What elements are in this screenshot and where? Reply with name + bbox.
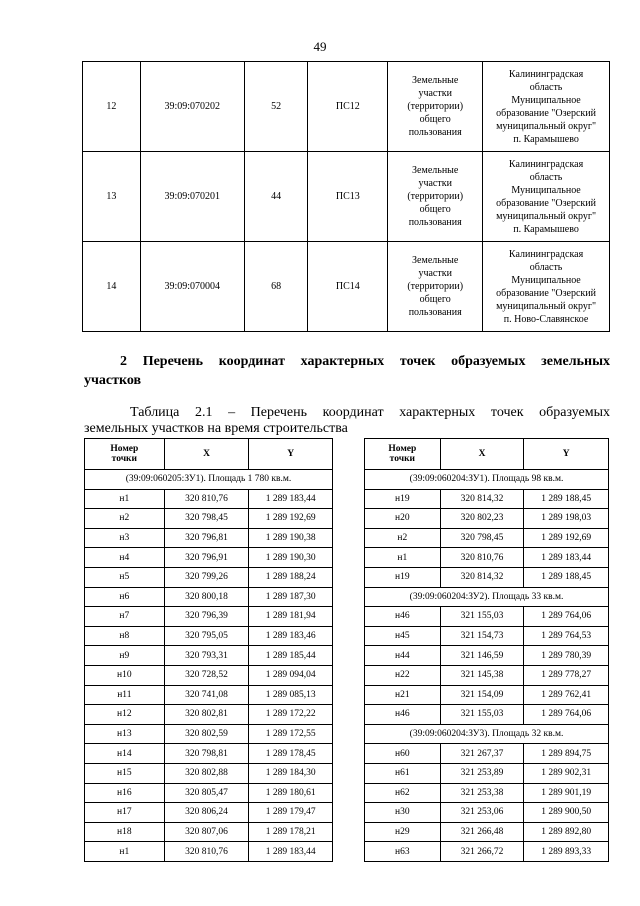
cell-line: участки (418, 178, 452, 189)
coord-x: 320 728,52 (164, 665, 249, 685)
table-caption (84, 405, 610, 437)
cell-line: (территории) (407, 101, 464, 112)
coord-y: 1 289 894,75 (524, 744, 609, 764)
point-id: н15 (85, 763, 165, 783)
coord-x: 320 796,39 (164, 607, 249, 627)
coords-table-right (364, 438, 609, 862)
coord-y: 1 289 892,80 (524, 822, 609, 842)
coords-row (85, 607, 333, 627)
cell-line: образование "Озерский (496, 197, 596, 209)
cell-line: пользования (408, 217, 462, 228)
header-x: X (440, 439, 524, 470)
parcel-row (83, 62, 610, 152)
coords-row (365, 842, 609, 862)
point-id: н7 (85, 607, 165, 627)
coords-row (365, 822, 609, 842)
coord-y: 1 289 172,55 (249, 724, 333, 744)
coord-y: 1 289 188,45 (524, 567, 609, 587)
coord-x: 321 146,59 (440, 646, 524, 666)
parcel-location (483, 152, 610, 242)
coord-x: 320 814,32 (440, 567, 524, 587)
parcel-area: 44 (244, 152, 308, 242)
cell-line: Земельные (412, 165, 459, 176)
parcel-code: ПС12 (308, 62, 388, 152)
coords-row (85, 803, 333, 823)
header-x: X (164, 439, 249, 470)
coord-x: 320 798,45 (440, 528, 524, 548)
point-id: н2 (365, 528, 441, 548)
coord-y: 1 289 183,46 (249, 626, 333, 646)
coord-y: 1 289 764,06 (524, 607, 609, 627)
coords-header-row (85, 439, 333, 470)
table-caption-line1: Таблица 2.1 – Перечень координат характерных точек образуемых (130, 405, 610, 420)
coord-y: 1 289 179,47 (249, 803, 333, 823)
coords-row (365, 646, 609, 666)
coords-row (85, 783, 333, 803)
point-id: н1 (85, 842, 165, 862)
cell-line: общего (419, 294, 451, 305)
coord-y: 1 289 180,61 (249, 783, 333, 803)
point-id: н10 (85, 665, 165, 685)
coord-y: 1 289 085,13 (249, 685, 333, 705)
point-id: н22 (365, 665, 441, 685)
coords-row (85, 705, 333, 725)
parcel-group-row (365, 470, 609, 490)
coord-x: 320 806,24 (164, 803, 249, 823)
parcel-no: 12 (83, 62, 141, 152)
parcel-group-title: (39:09:060204:ЗУ2). Площадь 33 кв.м. (365, 587, 609, 607)
coords-row (85, 842, 333, 862)
coords-row (85, 744, 333, 764)
coord-y: 1 289 178,45 (249, 744, 333, 764)
coord-x: 321 155,03 (440, 607, 524, 627)
coord-y: 1 289 183,44 (249, 489, 333, 509)
coord-y: 1 289 764,06 (524, 705, 609, 725)
coords-row (85, 489, 333, 509)
coord-y: 1 289 188,24 (249, 567, 333, 587)
coord-y: 1 289 185,44 (249, 646, 333, 666)
table-caption-line2: земельных участков на время строительства (84, 421, 348, 436)
coords-row (85, 822, 333, 842)
coord-x: 320 795,05 (164, 626, 249, 646)
parcel-cadastral: 39:09:070201 (140, 152, 244, 242)
parcel-location (483, 242, 610, 332)
coord-x: 321 154,73 (440, 626, 524, 646)
parcel-cadastral: 39:09:070004 (140, 242, 244, 332)
cell-line: муниципальный округ" (496, 300, 597, 312)
cell-line: муниципальный округ" (496, 210, 597, 222)
coord-x: 320 805,47 (164, 783, 249, 803)
point-id: н30 (365, 803, 441, 823)
cell-line: точки (389, 454, 416, 464)
coord-x: 320 741,08 (164, 685, 249, 705)
point-id: н3 (85, 528, 165, 548)
point-id: н63 (365, 842, 441, 862)
coords-row (365, 548, 609, 568)
coord-y: 1 289 192,69 (249, 509, 333, 529)
coord-x: 320 796,81 (164, 528, 249, 548)
parcel-code: ПС13 (308, 152, 388, 242)
parcel-group-row (365, 724, 609, 744)
coords-row (85, 567, 333, 587)
header-point (85, 439, 165, 470)
parcel-location (483, 62, 610, 152)
header-y: Y (524, 439, 609, 470)
parcel-code: ПС14 (308, 242, 388, 332)
cell-line: образование "Озерский (496, 107, 596, 119)
point-id: н21 (365, 685, 441, 705)
coord-x: 321 266,48 (440, 822, 524, 842)
point-id: н46 (365, 607, 441, 627)
coord-x: 320 798,45 (164, 509, 249, 529)
cell-line: пользования (408, 127, 462, 138)
point-id: н1 (365, 548, 441, 568)
section-heading-line1: 2 Перечень координат характерных точек образуемых земельных (120, 354, 610, 369)
point-id: н4 (85, 548, 165, 568)
coord-y: 1 289 198,03 (524, 509, 609, 529)
coord-y: 1 289 178,21 (249, 822, 333, 842)
coord-y: 1 289 192,69 (524, 528, 609, 548)
coords-row (365, 489, 609, 509)
coords-row (365, 607, 609, 627)
point-id: н18 (85, 822, 165, 842)
coords-row (85, 626, 333, 646)
parcel-area: 52 (244, 62, 308, 152)
coord-y: 1 289 190,30 (249, 548, 333, 568)
coord-x: 321 155,03 (440, 705, 524, 725)
cell-line: Муниципальное (511, 184, 581, 196)
point-id: н60 (365, 744, 441, 764)
cell-line: муниципальный округ" (496, 120, 597, 132)
parcel-group-row (85, 470, 333, 490)
point-id: н5 (85, 567, 165, 587)
parcel-area: 68 (244, 242, 308, 332)
coords-row (365, 509, 609, 529)
parcel-cadastral: 39:09:070202 (140, 62, 244, 152)
header-point (365, 439, 441, 470)
point-id: н46 (365, 705, 441, 725)
coord-x: 321 253,06 (440, 803, 524, 823)
coord-x: 321 253,89 (440, 763, 524, 783)
parcel-group-title: (39:09:060204:ЗУ3). Площадь 32 кв.м. (365, 724, 609, 744)
coord-x: 320 810,76 (164, 489, 249, 509)
cell-line: область (529, 261, 563, 273)
coords-row (365, 763, 609, 783)
point-id: н11 (85, 685, 165, 705)
point-id: н12 (85, 705, 165, 725)
coord-x: 320 802,81 (164, 705, 249, 725)
coords-row (365, 567, 609, 587)
coords-row (365, 803, 609, 823)
coords-row (365, 744, 609, 764)
coord-y: 1 289 181,94 (249, 607, 333, 627)
point-id: н61 (365, 763, 441, 783)
coords-row (85, 587, 333, 607)
coords-row (365, 528, 609, 548)
point-id: н20 (365, 509, 441, 529)
point-id: н8 (85, 626, 165, 646)
coord-y: 1 289 762,41 (524, 685, 609, 705)
header-y: Y (249, 439, 333, 470)
coord-y: 1 289 780,39 (524, 646, 609, 666)
page-number: 49 (313, 39, 327, 54)
coord-x: 321 267,37 (440, 744, 524, 764)
coord-y: 1 289 184,30 (249, 763, 333, 783)
point-id: н17 (85, 803, 165, 823)
point-id: н6 (85, 587, 165, 607)
coord-x: 320 807,06 (164, 822, 249, 842)
parcel-group-title: (39:09:060204:ЗУ1). Площадь 98 кв.м. (365, 470, 609, 490)
parcel-no: 13 (83, 152, 141, 242)
coord-y: 1 289 893,33 (524, 842, 609, 862)
cell-line: п. Карамышево (513, 133, 579, 145)
coord-x: 320 802,59 (164, 724, 249, 744)
coords-row (365, 665, 609, 685)
coord-x: 320 814,32 (440, 489, 524, 509)
point-id: н14 (85, 744, 165, 764)
coords-row (365, 626, 609, 646)
parcel-row (83, 152, 610, 242)
cell-line: пользования (408, 307, 462, 318)
coord-x: 321 253,38 (440, 783, 524, 803)
coords-row (85, 509, 333, 529)
cell-line: область (529, 81, 563, 93)
coord-x: 321 154,09 (440, 685, 524, 705)
coord-y: 1 289 183,44 (524, 548, 609, 568)
coords-row (85, 763, 333, 783)
cell-line: Муниципальное (511, 274, 581, 286)
coord-y: 1 289 901,19 (524, 783, 609, 803)
coords-row (85, 548, 333, 568)
coord-x: 320 793,31 (164, 646, 249, 666)
coord-x: 320 810,76 (440, 548, 524, 568)
coord-y: 1 289 778,27 (524, 665, 609, 685)
parcel-category (388, 152, 483, 242)
cell-line: Муниципальное (511, 94, 581, 106)
coord-y: 1 289 172,22 (249, 705, 333, 725)
point-id: н19 (365, 567, 441, 587)
point-id: н62 (365, 783, 441, 803)
coords-row (365, 783, 609, 803)
coord-y: 1 289 900,50 (524, 803, 609, 823)
point-id: н16 (85, 783, 165, 803)
coord-y: 1 289 183,44 (249, 842, 333, 862)
cell-line: п. Карамышево (513, 223, 579, 235)
coord-x: 320 802,88 (164, 763, 249, 783)
coords-row (365, 705, 609, 725)
point-id: н1 (85, 489, 165, 509)
cell-line: Калининградская (508, 68, 584, 80)
coords-row (85, 724, 333, 744)
cell-line: Калининградская (508, 248, 584, 260)
parcel-no: 14 (83, 242, 141, 332)
coord-x: 320 810,76 (164, 842, 249, 862)
coord-x: 321 145,38 (440, 665, 524, 685)
cell-line: участки (418, 268, 452, 279)
coord-y: 1 289 188,45 (524, 489, 609, 509)
coords-header-row (365, 439, 609, 470)
coords-row (85, 685, 333, 705)
coord-y: 1 289 902,31 (524, 763, 609, 783)
cell-line: Номер (110, 444, 139, 454)
coord-x: 321 266,72 (440, 842, 524, 862)
cell-line: Калининградская (508, 158, 584, 170)
point-id: н44 (365, 646, 441, 666)
point-id: н13 (85, 724, 165, 744)
coord-y: 1 289 190,38 (249, 528, 333, 548)
point-id: н2 (85, 509, 165, 529)
parcel-category (388, 62, 483, 152)
cell-line: п. Ново-Славянское (503, 313, 589, 325)
parcels-table (82, 61, 610, 332)
coord-x: 320 802,23 (440, 509, 524, 529)
cell-line: область (529, 171, 563, 183)
cell-line: точки (111, 454, 138, 464)
section-heading (84, 352, 610, 390)
parcel-group-row (365, 587, 609, 607)
parcel-category (388, 242, 483, 332)
parcel-group-title: (39:09:060205:ЗУ1). Площадь 1 780 кв.м. (85, 470, 333, 490)
coord-x: 320 798,81 (164, 744, 249, 764)
coord-x: 320 799,26 (164, 567, 249, 587)
cell-line: Земельные (412, 75, 459, 86)
cell-line: (территории) (407, 281, 464, 292)
coord-y: 1 289 764,53 (524, 626, 609, 646)
coords-row (365, 685, 609, 705)
cell-line: Номер (388, 444, 417, 454)
coord-y: 1 289 187,30 (249, 587, 333, 607)
cell-line: образование "Озерский (496, 287, 596, 299)
cell-line: общего (419, 204, 451, 215)
cell-line: Земельные (412, 255, 459, 266)
cell-line: участки (418, 88, 452, 99)
coords-row (85, 528, 333, 548)
section-heading-line2: участков (84, 373, 142, 388)
coords-table-left (84, 438, 333, 862)
coords-row (85, 665, 333, 685)
cell-line: (территории) (407, 191, 464, 202)
coord-y: 1 289 094,04 (249, 665, 333, 685)
cell-line: общего (419, 114, 451, 125)
point-id: н9 (85, 646, 165, 666)
point-id: н29 (365, 822, 441, 842)
point-id: н19 (365, 489, 441, 509)
coord-x: 320 796,91 (164, 548, 249, 568)
coord-x: 320 800,18 (164, 587, 249, 607)
parcel-row (83, 242, 610, 332)
coords-row (85, 646, 333, 666)
point-id: н45 (365, 626, 441, 646)
